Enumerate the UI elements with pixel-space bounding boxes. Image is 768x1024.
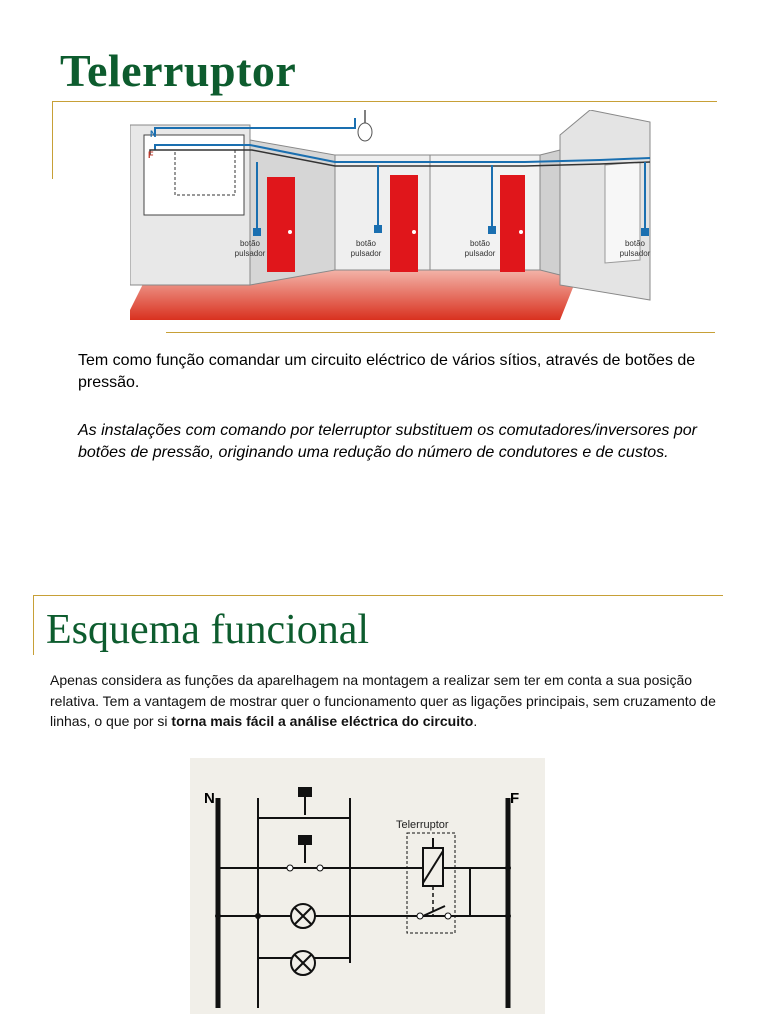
button-label-2-line2: pulsador (350, 249, 382, 258)
schematic-neutral-label: N (204, 790, 215, 807)
section-top-rule (33, 595, 723, 596)
push-button-1 (253, 228, 261, 236)
distribution-panel (144, 135, 244, 215)
paragraph-esquema-description (50, 670, 720, 732)
wall-4-edge (540, 150, 560, 275)
functional-schematic (190, 758, 545, 1014)
door-2 (390, 175, 418, 272)
push-button-3 (488, 226, 496, 234)
title-underline (52, 101, 717, 102)
telerruptor-label: Telerruptor (396, 819, 449, 831)
slide-title-esquema-funcional: Esquema funcional (46, 607, 370, 653)
button-label-4-line2: pulsador (619, 249, 651, 258)
phase-label: F (148, 150, 154, 160)
neutral-label: N (150, 129, 157, 139)
button-label-4-line1: botão (624, 239, 646, 248)
illustration-underline (166, 332, 715, 333)
push-button-2 (374, 225, 382, 233)
paragraph-text: Apenas considera as funções da aparelhagem na montagem a realizar sem ter em conta a sua posição relativa. Tem a vantagem de mostrar quer o funcionamento quer as ligações principais, sem cruzamento de linhas, o que por si (50, 672, 716, 729)
installation-illustration (130, 110, 720, 325)
paragraph-bold-text: torna mais fácil a análise eléctrica do circuito (171, 713, 474, 729)
push-button-4 (641, 228, 649, 236)
button-label-1-line2: pulsador (234, 249, 266, 258)
slide-title-telerruptor: Telerruptor (60, 45, 297, 96)
door-3 (500, 175, 525, 272)
paragraph-installations: As instalações com comando por telerruptor substituem os comutadores/inversores por botões de pressão, originando uma redução do número de condutores e de custos. (78, 422, 697, 461)
lamp-icon (358, 123, 372, 141)
push-button-symbol-1 (299, 788, 311, 796)
button-label-2-line1: botão (355, 239, 377, 248)
push-button-symbol-2 (299, 836, 311, 844)
paragraph-function: Tem como função comandar um circuito eléctrico de vários sítios, através de botões de pressão. (78, 352, 696, 391)
title-left-rule (52, 101, 53, 179)
section-left-rule (33, 595, 34, 655)
button-label-3-line2: pulsador (464, 249, 496, 258)
paragraph-end: . (473, 713, 478, 729)
button-label-1-line1: botão (239, 239, 261, 248)
schematic-phase-label: F (510, 790, 520, 807)
button-label-3-line1: botão (469, 239, 491, 248)
schematic-background (190, 758, 545, 1014)
door-1 (267, 177, 295, 272)
